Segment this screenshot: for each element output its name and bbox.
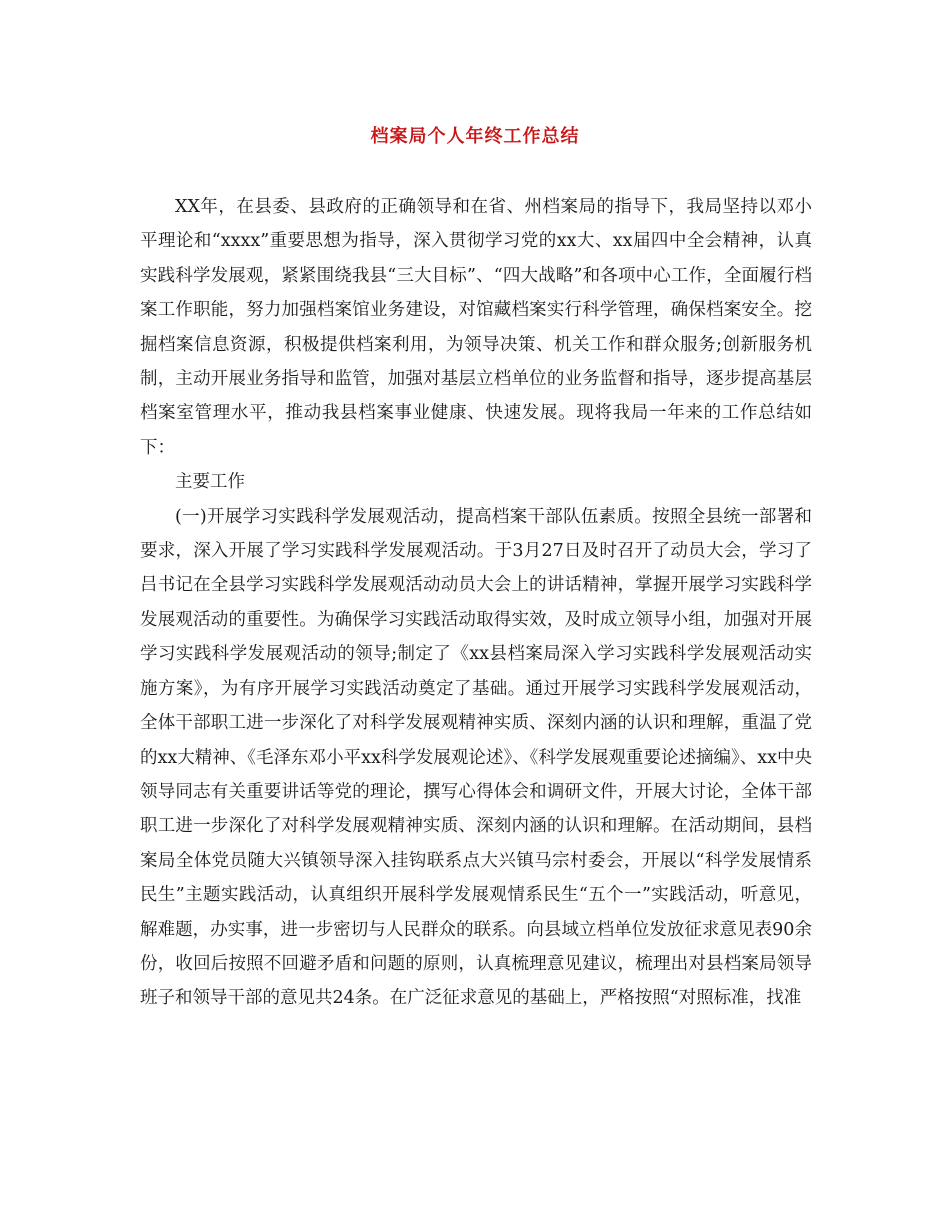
paragraph-intro: XX年，在县委、县政府的正确领导和在省、州档案局的指导下，我局坚持以邓小平理论和“xxxx”重要思想为指导，深入贯彻学习党的xx大、xx届四中全会精神，认真实践科学发展观，紧紧围绕我县“三大目标”、“四大战略”和各项中心工作，全面履行档案工作职能，努力加强档案馆业务建设，对馆藏档案实行科学管理，确保档案安全。挖掘档案信息资源，积极提供档案利用，为领导决策、机关工作和群众服务;创新服务机制，主动开展业务指导和监管，加强对基层立档单位的业务监督和指导，逐步提高基层档案室管理水平，推动我县档案事业健康、快速发展。现将我局一年来的工作总结如下： (140, 197, 812, 458)
document-body (140, 190, 812, 1016)
paragraph-item-1: (一)开展学习实践科学发展观活动，提高档案干部队伍素质。按照全县统一部署和要求，深入开展了学习实践科学发展观活动。于3月27日及时召开了动员大会，学习了吕书记在全县学习实践科学发展观活动动员大会上的讲话精神，掌握开展学习实践科学发展观活动的重要性。为确保学习实践活动取得实效，及时成立领导小组，加强对开展学习实践科学发展观活动的领导;制定了《xx县档案局深入学习实践科学发展观活动实施方案》，为有序开展学习实践活动奠定了基础。通过开展学习实践科学发展观活动，全体干部职工进一步深化了对科学发展观精神实质、深刻内涵的认识和理解，重温了党的xx大精神、《毛泽东邓小平xx科学发展观论述》、《科学发展观重要论述摘编》、xx中央领导同志有关重要讲话等党的理论，撰写心得体会和调研文件，开展大讨论，全体干部职工进一步深化了对科学发展观精神实质、深刻内涵的认识和理解。在活动期间，县档案局全体党员随大兴镇领导深入挂钩联系点大兴镇马宗村委会，开展以“科学发展情系民生”主题实践活动，认真组织开展科学发展观情系民生“五个一”实践活动，听意见，解难题，办实事，进一步密切与人民群众的联系。向县域立档单位发放征求意见表90余份，收回后按照不回避矛盾和问题的原则，认真梳理意见建议，梳理出对县档案局领导班子和领导干部的意见共24条。在广泛征求意见的基础上，严格按照“对照标准，找准 (140, 506, 812, 1009)
document-title: 档案局个人年终工作总结 (370, 126, 580, 147)
section-heading-main-work: 主要工作 (175, 472, 245, 493)
